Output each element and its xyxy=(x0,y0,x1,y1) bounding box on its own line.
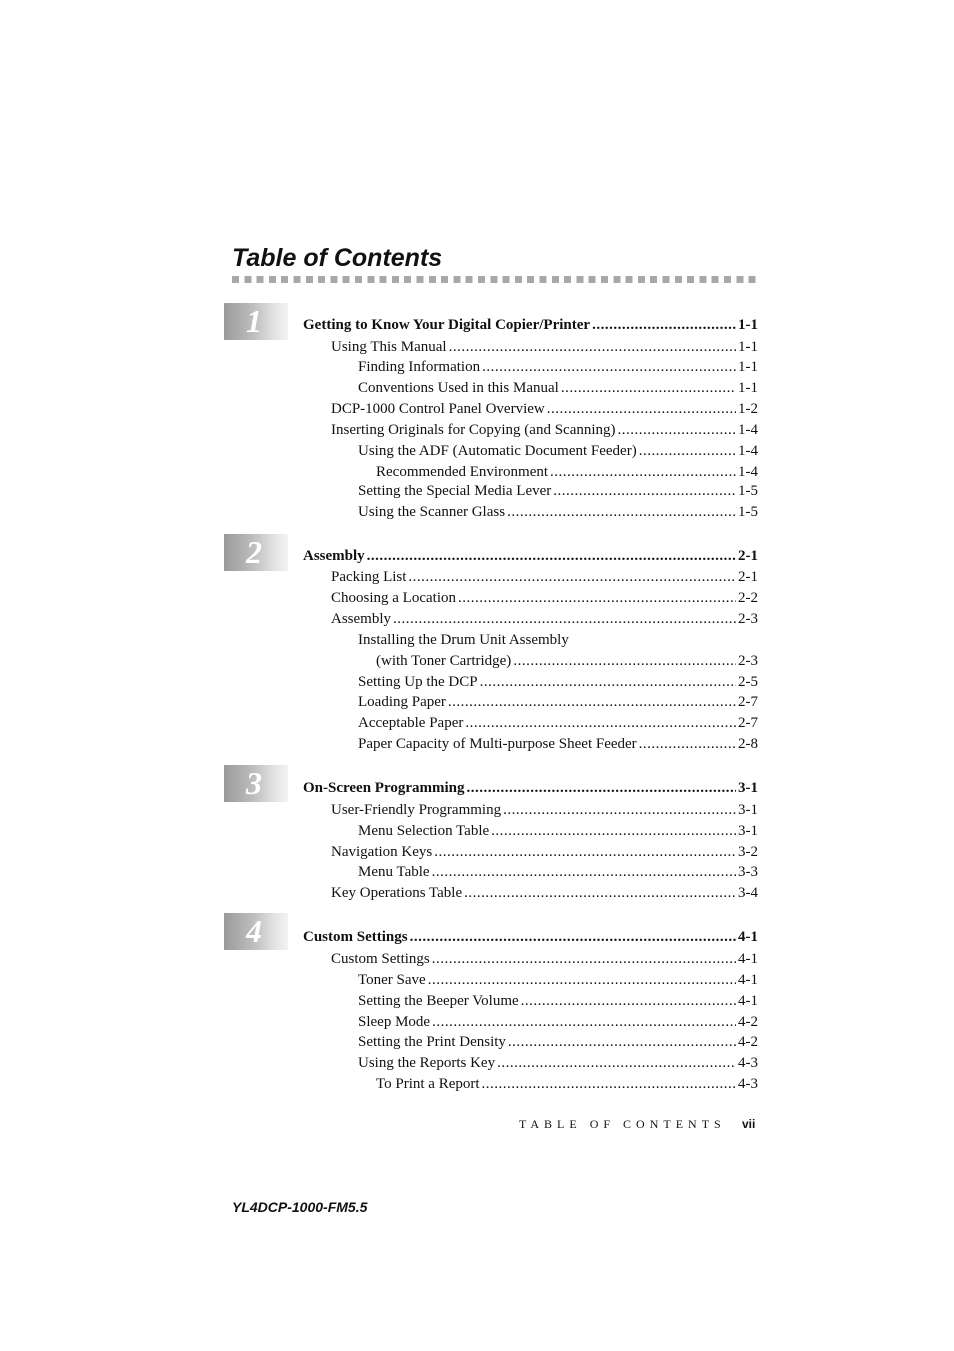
toc-entry[interactable] xyxy=(358,970,758,990)
toc-entry[interactable] xyxy=(358,1053,758,1073)
toc-label: On-Screen Programming xyxy=(303,780,465,796)
toc-page-number: 2-3 xyxy=(738,611,758,627)
toc-page-number: 4-3 xyxy=(738,1076,758,1092)
toc-page-number: 3-1 xyxy=(738,780,758,796)
chapter-number: 2 xyxy=(246,534,262,570)
toc-page-number: 3-1 xyxy=(738,802,758,818)
toc-entry[interactable] xyxy=(331,337,758,357)
toc-label: Setting the Beeper Volume xyxy=(358,993,519,1009)
chapter-number: 3 xyxy=(246,765,262,801)
toc-entry[interactable] xyxy=(358,357,758,377)
toc-label: Inserting Originals for Copying (and Scanning) xyxy=(331,422,616,438)
toc-chapter-heading[interactable] xyxy=(303,778,758,798)
toc-page-number: 2-5 xyxy=(738,674,758,690)
toc-page-number: 2-8 xyxy=(738,736,758,752)
toc-label: Setting the Special Media Lever xyxy=(358,483,552,499)
toc-page-number: 1-5 xyxy=(738,504,758,520)
toc-entry[interactable] xyxy=(358,821,758,841)
running-footer-page-number: vii xyxy=(742,1117,756,1131)
toc-label: Key Operations Table xyxy=(331,885,463,901)
toc-page-number: 1-4 xyxy=(738,443,758,459)
toc-label: User-Friendly Programming xyxy=(331,802,502,818)
toc-label: Loading Paper xyxy=(358,694,446,710)
toc-page-number: 2-3 xyxy=(738,653,758,669)
chapter-number: 1 xyxy=(246,303,262,339)
toc-page-number: 1-1 xyxy=(738,359,758,375)
toc-label: Using This Manual xyxy=(331,339,447,355)
toc-page-number: 4-2 xyxy=(738,1034,758,1050)
toc-chapter-heading[interactable] xyxy=(303,315,758,335)
toc-entry[interactable] xyxy=(358,991,758,1011)
toc-entry[interactable] xyxy=(331,588,758,608)
toc-label: Acceptable Paper xyxy=(358,715,464,731)
toc-page-number: 2-2 xyxy=(738,590,758,606)
toc-page-number: 2-1 xyxy=(738,569,758,585)
toc-entry[interactable] xyxy=(358,481,758,501)
toc-entry[interactable] xyxy=(358,441,758,461)
toc-label: Using the Scanner Glass xyxy=(358,504,506,520)
toc-entry[interactable] xyxy=(331,420,758,440)
chapter-tab xyxy=(224,913,288,950)
toc-entry[interactable] xyxy=(331,883,758,903)
toc-page-number: 1-1 xyxy=(738,317,758,333)
toc-entry[interactable] xyxy=(358,502,758,522)
toc-label: Custom Settings xyxy=(303,929,408,945)
toc-page-number: 2-7 xyxy=(738,715,758,731)
toc-entry[interactable] xyxy=(331,567,758,587)
toc-label: Custom Settings xyxy=(331,951,430,967)
chapter-tab xyxy=(224,534,288,571)
toc-chapter-heading[interactable] xyxy=(303,927,758,947)
document-code: YL4DCP-1000-FM5.5 xyxy=(232,1199,368,1215)
toc-entry[interactable] xyxy=(358,862,758,882)
toc-entry[interactable] xyxy=(331,609,758,629)
toc-label: Paper Capacity of Multi-purpose Sheet Feeder xyxy=(358,736,637,752)
toc-label: Packing List xyxy=(331,569,407,585)
page-title: Table of Contents xyxy=(232,244,443,272)
toc-entry[interactable] xyxy=(358,378,758,398)
toc-page-number: 1-1 xyxy=(738,339,758,355)
toc-page-number: 3-2 xyxy=(738,844,758,860)
toc-page-number: 3-1 xyxy=(738,823,758,839)
toc-entry[interactable] xyxy=(376,1074,758,1094)
toc-label: Conventions Used in this Manual xyxy=(358,380,559,396)
toc-label: Choosing a Location xyxy=(331,590,456,606)
toc-page-number: 1-5 xyxy=(738,483,758,499)
chapter-tab xyxy=(224,765,288,802)
toc-page-number: 1-4 xyxy=(738,422,758,438)
toc-label: Navigation Keys xyxy=(331,844,433,860)
chapter-number: 4 xyxy=(246,913,262,949)
toc-entry[interactable] xyxy=(331,399,758,419)
toc-page-number: 4-1 xyxy=(738,993,758,1009)
toc-label: Toner Save xyxy=(358,972,426,988)
toc-page-number: 4-2 xyxy=(738,1014,758,1030)
toc-page-number: 1-1 xyxy=(738,380,758,396)
toc-label: Setting Up the DCP xyxy=(358,674,478,690)
toc-page-number: 2-7 xyxy=(738,694,758,710)
toc-entry[interactable] xyxy=(331,800,758,820)
running-footer-section: TABLE OF CONTENTS xyxy=(519,1117,726,1131)
toc-page-number: 1-4 xyxy=(738,464,758,480)
toc-label: Assembly xyxy=(331,611,391,627)
toc-page-number: 4-1 xyxy=(738,951,758,967)
toc-label: Using the Reports Key xyxy=(358,1055,496,1071)
toc-label: Recommended Environment xyxy=(376,464,549,480)
toc-label: Using the ADF (Automatic Document Feeder) xyxy=(358,443,637,459)
toc-page-number: 3-4 xyxy=(738,885,758,901)
toc-entry[interactable] xyxy=(358,713,758,733)
toc-entry[interactable] xyxy=(358,1032,758,1052)
toc-chapter-heading[interactable] xyxy=(303,546,758,566)
toc-label: Setting the Print Density xyxy=(358,1034,506,1050)
toc-label: Sleep Mode xyxy=(358,1014,431,1030)
toc-page-number: 4-1 xyxy=(738,972,758,988)
toc-label: Getting to Know Your Digital Copier/Printer xyxy=(303,317,591,333)
toc-entry[interactable] xyxy=(376,651,758,671)
toc-entry[interactable] xyxy=(331,949,758,969)
toc-label: Menu Table xyxy=(358,864,430,880)
toc-page-number: 2-1 xyxy=(738,548,758,564)
toc-entry[interactable] xyxy=(376,462,758,482)
toc-page-number: 4-1 xyxy=(738,929,758,945)
toc-label: Assembly xyxy=(303,548,365,564)
toc-label: (with Toner Cartridge) xyxy=(376,653,512,669)
title-dotted-rule xyxy=(232,276,758,283)
toc-entry-label-line[interactable]: Installing the Drum Unit Assembly xyxy=(358,632,569,648)
toc-entry[interactable] xyxy=(358,1012,758,1032)
toc-entry[interactable] xyxy=(331,842,758,862)
toc-label: DCP-1000 Control Panel Overview xyxy=(331,401,545,417)
toc-page-number: 3-3 xyxy=(738,864,758,880)
chapter-tab xyxy=(224,303,288,340)
toc-entry[interactable] xyxy=(358,734,758,754)
toc-entry[interactable] xyxy=(358,692,758,712)
toc-entry[interactable] xyxy=(358,672,758,692)
toc-label: Finding Information xyxy=(358,359,481,375)
toc-label: To Print a Report xyxy=(376,1076,480,1092)
toc-page-number: 1-2 xyxy=(738,401,758,417)
toc-label: Menu Selection Table xyxy=(358,823,490,839)
toc-page-number: 4-3 xyxy=(738,1055,758,1071)
